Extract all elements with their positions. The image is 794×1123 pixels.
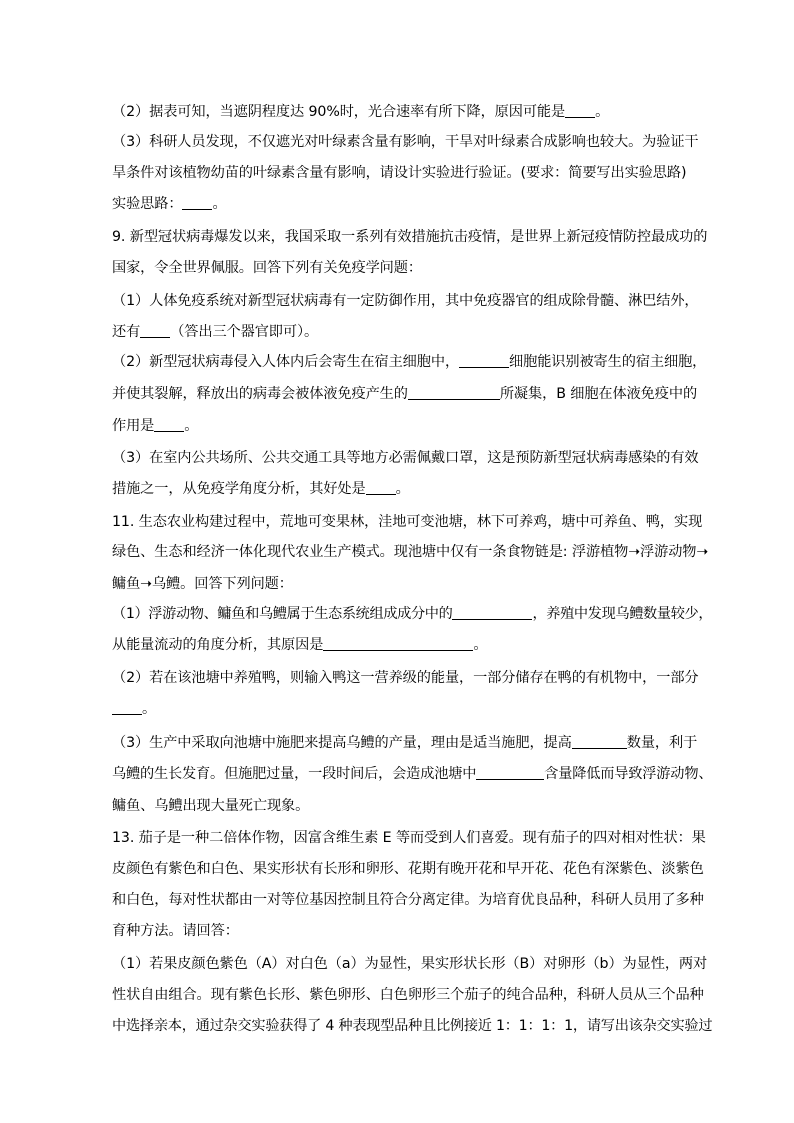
text-line: （2）据表可知，当遮阴程度达 90%时，光合速率有所下降，原因可能是 。 [112, 104, 610, 120]
text-line: 11. 生态农业构建过程中，荒地可变果林，洼地可变池塘，林下可养鸡，塘中可养鱼、鸭，实现 [112, 514, 703, 530]
text-line: （2）新型冠状病毒侵入人体内后会寄生在宿主细胞中， 细胞能识别被寄生的宿主细胞， [112, 354, 707, 370]
text-line: 性状自由组合。现有紫色长形、紫色卵形、白色卵形三个茄子的纯合品种，科研人员从三个品种 [112, 987, 704, 1003]
text-line: （3）生产中采取向池塘中施肥来提高乌鳢的产量，理由是适当施肥，提高 数量，利于 [112, 735, 698, 751]
text-line: （2）若在该池塘中养殖鸭，则输入鸭这一营养级的能量，一部分储存在鸭的有机物中，一部分 [112, 670, 699, 686]
text-line: 实验思路： 。 [112, 196, 227, 212]
text-line: 并使其裂解，释放出的病毒会被体液免疫产生的 所凝集，B 细胞在体液免疫中的 [112, 386, 698, 402]
text-line: 中选择亲本，通过杂交实验获得了 4 种表现型品种且比例接近 1：1：1：1，请写出该杂交实验过 [112, 1018, 713, 1034]
text-line: 国家，令全世界佩服。回答下列有关免疫学问题： [112, 260, 422, 276]
answer-blank[interactable] [112, 700, 142, 715]
text-line: 育种方法。请回答： [112, 923, 239, 939]
answer-blank[interactable] [366, 480, 396, 495]
text-line: （1）浮游动物、鳙鱼和乌鳢属于生态系统组成成分中的 ，养殖中发现乌鳢数量较少， [112, 606, 713, 622]
answer-blank[interactable] [565, 103, 595, 118]
text-line: 还有 （答出三个器官即可）。 [112, 324, 319, 340]
text-line: 鳙鱼、乌鳢出现大量死亡现象。 [112, 798, 310, 814]
text-line: 从能量流动的角度分析，其原因是 。 [112, 637, 488, 653]
text-line: 13. 茄子是一种二倍体作物，因富含维生素 E 等而受到人们喜爱。现有茄子的四对相对性状：果 [112, 830, 706, 846]
text-line: 绿色、生态和经济一体化现代农业生产模式。现池塘中仅有一条食物链是: 浮游植物➝浮游动物➝ [112, 544, 709, 560]
text-line: 和白色，每对性状都由一对等位基因控制且符合分离定律。为培育优良品种，科研人员用了多种 [112, 892, 704, 908]
text-line: 鳙鱼➝乌鳢。回答下列问题： [112, 576, 293, 592]
text-line: （3）在室内公共场所、公共交通工具等地方必需佩戴口罩，这是预防新型冠状病毒感染的有效 [112, 450, 699, 466]
text-line: 乌鳢的生长发育。但施肥过量，一段时间后，会造成池塘中 含量降低而导致浮游动物、 [112, 766, 713, 782]
answer-blank[interactable] [476, 765, 544, 780]
text-line: 旱条件对该植物幼苗的叶绿素含量有影响，请设计实验进行验证。(要求：简要写出实验思路) [112, 165, 687, 181]
text-line: （1）若果皮颜色紫色（A）对白色（a）为显性，果实形状长形（B）对卵形（b）为显性，两对 [112, 956, 708, 972]
text-line: （3）科研人员发现，不仅遮光对叶绿素含量有影响，干旱对叶绿素合成影响也较大。为验证干 [112, 134, 699, 150]
answer-blank[interactable] [323, 636, 473, 651]
text-line: （1）人体免疫系统对新型冠状病毒有一定防御作用，其中免疫器官的组成除骨髓、淋巴结外， [112, 293, 699, 309]
answer-blank[interactable] [459, 353, 509, 368]
text-line: 措施之一，从免疫学角度分析，其好处是 。 [112, 481, 410, 497]
answer-blank[interactable] [408, 385, 500, 400]
text-line: 作用是 。 [112, 418, 199, 434]
answer-blank[interactable] [572, 734, 627, 749]
text-line: 皮颜色有紫色和白色、果实形状有长形和卵形、花期有晚开花和早开花、花色有深紫色、淡紫色 [112, 861, 704, 877]
answer-blank[interactable] [140, 323, 170, 338]
text-line: 9. 新型冠状病毒爆发以来，我国采取一系列有效措施抗击疫情，是世界上新冠疫情防控最成功的 [112, 229, 708, 245]
text-line: 。 [112, 700, 712, 718]
answer-blank[interactable] [452, 605, 532, 620]
answer-blank[interactable] [182, 195, 212, 210]
answer-blank[interactable] [154, 417, 184, 432]
